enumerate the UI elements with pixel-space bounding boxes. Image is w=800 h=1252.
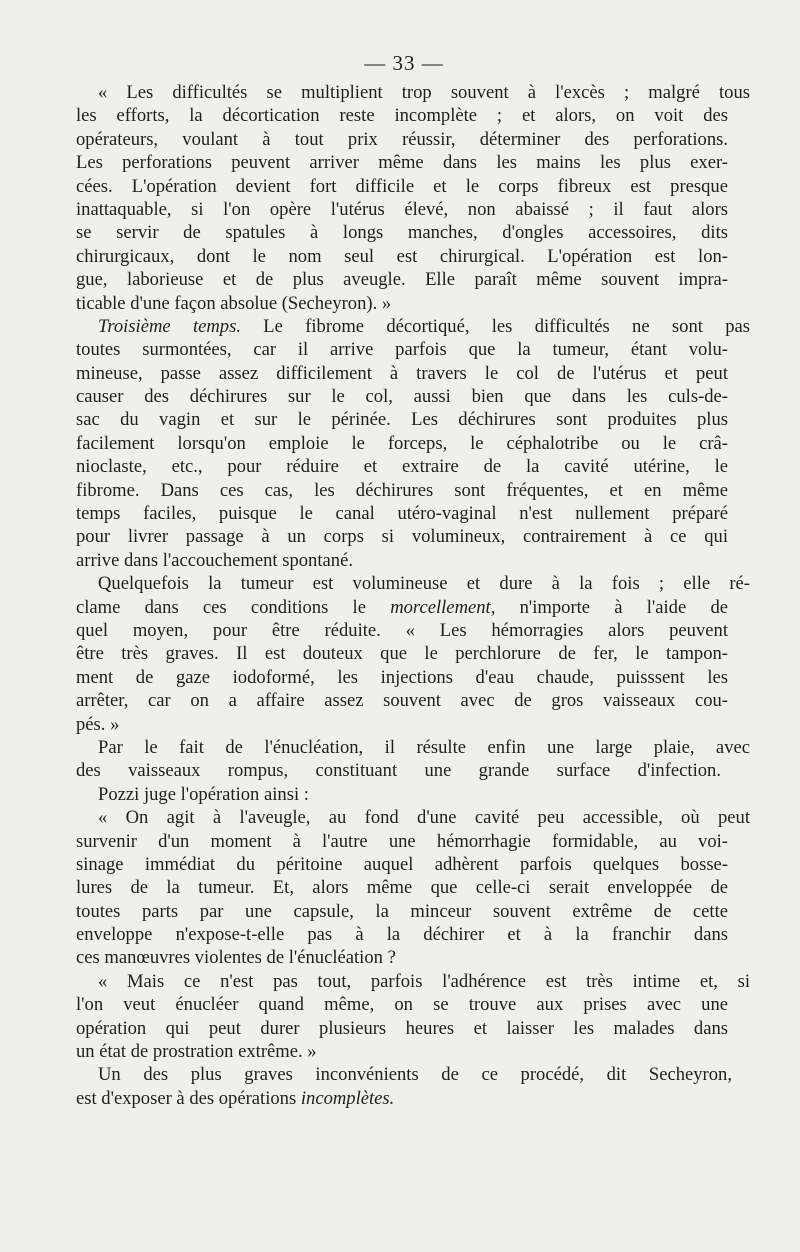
text-line: ces manœuvres violentes de l'énucléation ? xyxy=(76,947,396,969)
text-line: enveloppe n'expose-t-elle pas à la déchirer et à la franchir dans xyxy=(76,924,728,946)
text-line: opération qui peut durer plusieurs heures et laisser les malades dans xyxy=(76,1017,728,1039)
text-segment: est d'exposer à des opérations xyxy=(76,1087,301,1109)
text-line: opérateurs, voulant à tout prix réussir, déterminer des perforations. xyxy=(76,128,728,150)
text-segment: Le fibrome décortiqué, les difficultés ne sont pas xyxy=(240,315,750,337)
text-line: Les perforations peuvent arriver même dans les mains les plus exer- xyxy=(76,152,728,174)
text-line: chirurgicaux, dont le nom seul est chirurgical. L'opération est lon- xyxy=(76,245,728,267)
text-line: des vaisseaux rompus, constituant une grande surface d'infection. xyxy=(76,760,721,782)
italic-term: incomplètes. xyxy=(300,1087,395,1109)
body-text xyxy=(76,81,750,1110)
text-line: gue, laborieuse et de plus aveugle. Elle paraît même souvent impra- xyxy=(76,269,728,291)
text-line: arrêter, car on a affaire assez souvent avec de gros vaisseaux cou- xyxy=(76,690,728,712)
text-line: « On agit à l'aveugle, au fond d'une cavité peu accessible, où peut xyxy=(98,807,750,829)
text-segment: clame dans ces conditions le xyxy=(76,596,391,618)
text-line xyxy=(76,315,750,338)
text-line: être très graves. Il est douteux que le perchlorure de fer, le tampon- xyxy=(76,643,728,665)
text-line: cées. L'opération devient fort difficile et le corps fibreux est presque xyxy=(76,175,728,197)
text-line: « Mais ce n'est pas tout, parfois l'adhérence est très intime et, si xyxy=(98,970,750,992)
text-line: sac du vagin et sur le périnée. Les déchirures sont produites plus xyxy=(76,409,728,431)
text-line: lures de la tumeur. Et, alors même que celle-ci serait enveloppée de xyxy=(76,877,728,899)
text-line: causer des déchirures sur le col, aussi bien que dans les culs-de- xyxy=(76,386,728,408)
text-line xyxy=(76,596,728,619)
text-line: Quelquefois la tumeur est volumineuse et dure à la fois ; elle ré- xyxy=(98,573,750,595)
text-line: nioclaste, etc., pour réduire et extraire de la cavité utérine, le xyxy=(76,456,728,478)
text-line: Pozzi juge l'opération ainsi : xyxy=(98,783,309,805)
text-line: quel moyen, pour être réduite. « Les hémorragies alors peuvent xyxy=(76,619,728,641)
text-line: temps faciles, puisque le canal utéro-vaginal n'est nullement préparé xyxy=(76,503,728,525)
text-line: inattaquable, si l'on opère l'utérus élevé, non abaissé ; il faut alors xyxy=(76,198,728,220)
text-segment: n'importe à l'aide de xyxy=(495,596,728,618)
text-line: « Les difficultés se multiplient trop souvent à l'excès ; malgré tous xyxy=(98,82,750,103)
text-line: toutes parts par une capsule, la minceur souvent extrême de cette xyxy=(76,900,728,922)
text-line: survenir d'un moment à l'autre une hémorrhagie formidable, au voi- xyxy=(76,830,728,852)
page-number: — 33 — xyxy=(364,51,444,75)
text-line: ment de gaze iodoformé, les injections d'eau chaude, puisssent les xyxy=(76,666,728,688)
text-line: un état de prostration extrême. » xyxy=(76,1041,317,1063)
text-line: pés. » xyxy=(76,713,120,735)
text-line: se servir de spatules à longs manches, d'ongles accessoires, dits xyxy=(76,222,728,244)
italic-term: morcellement, xyxy=(390,596,496,618)
text-line: toutes surmontées, car il arrive parfois que la tumeur, étant volu- xyxy=(76,339,728,361)
text-line xyxy=(76,1087,728,1110)
text-line: arrive dans l'accouchement spontané. xyxy=(76,549,353,571)
text-line: sinage immédiat du péritoine auquel adhèrent parfois quelques bosse- xyxy=(76,853,728,875)
italic-heading: Troisième temps. xyxy=(98,315,241,337)
text-line: l'on veut énucléer quand même, on se trouve aux prises avec une xyxy=(76,994,728,1016)
text-line: les efforts, la décortication reste incomplète ; et alors, on voit des xyxy=(76,105,728,127)
text-line: mineuse, passe assez difficilement à travers le col de l'utérus et peut xyxy=(76,362,728,384)
text-line: Par le fait de l'énucléation, il résulte enfin une large plaie, avec xyxy=(98,736,750,758)
text-line: ticable d'une façon absolue (Secheyron). » xyxy=(76,292,392,314)
text-line: Un des plus graves inconvénients de ce procédé, dit Secheyron, xyxy=(98,1064,732,1086)
text-line: pour livrer passage à un corps si volumineux, contrairement à ce qui xyxy=(76,526,728,548)
text-line: facilement lorsqu'on emploie le forceps, le céphalotribe ou le crâ- xyxy=(76,432,728,454)
text-line: fibrome. Dans ces cas, les déchirures sont fréquentes, et en même xyxy=(76,479,728,501)
